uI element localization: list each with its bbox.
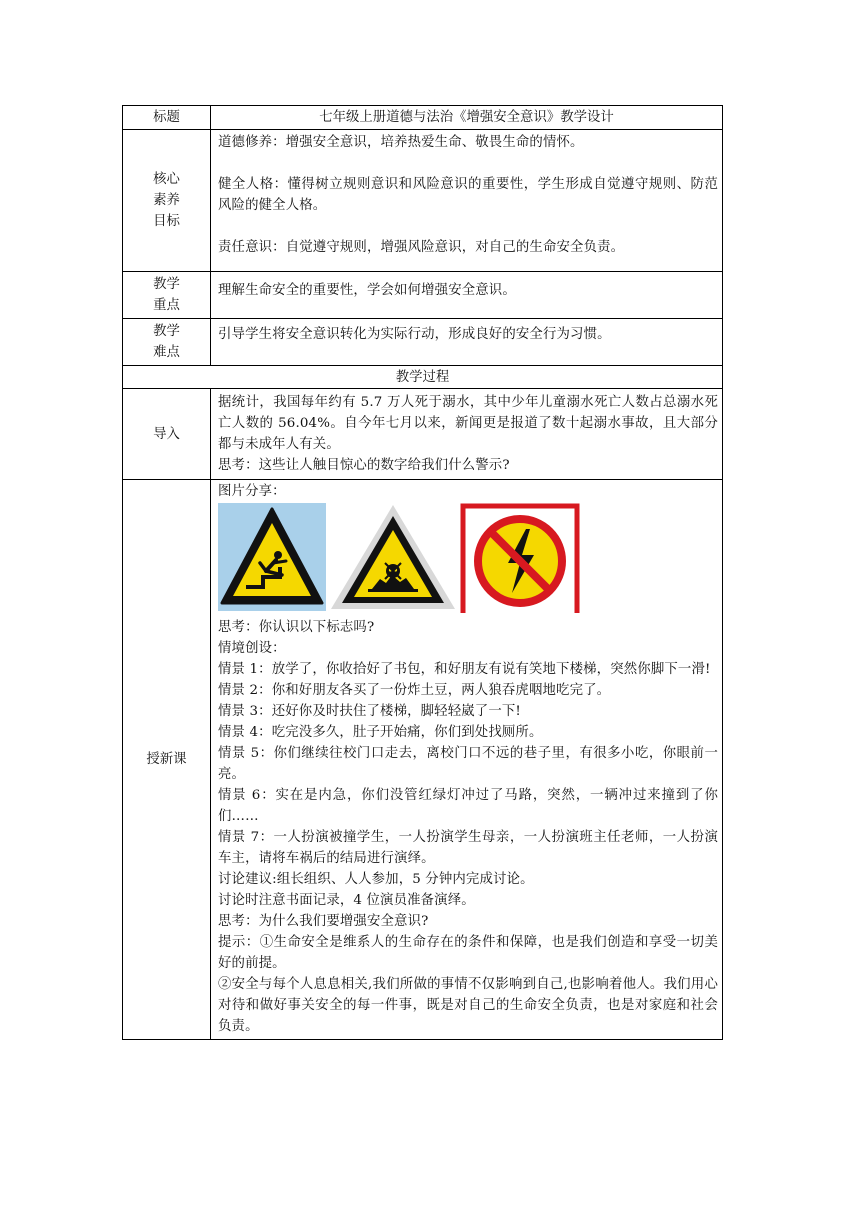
title-label: 标题 <box>123 106 211 130</box>
question-know-signs: 思考：你认识以下标志吗? <box>218 620 375 635</box>
scenario-6: 情景 6：实在是内急，你们没管红绿灯冲过了马路，突然，一辆冲过来撞到了你们…… <box>218 788 718 824</box>
core-goal-responsibility: 责任意识：自觉遵守规则，增强风险意识，对自己的生命安全负责。 <box>218 240 625 255</box>
core-label-line-3: 目标 <box>153 214 180 229</box>
key-point-row <box>123 272 723 319</box>
scenario-7: 情景 7：一人扮演被撞学生，一人扮演学生母亲，一人扮演班主任老师，一人扮演车主，请将车祸后的结局进行演绎。 <box>218 830 718 866</box>
title-value: 七年级上册道德与法治《增强安全意识》教学设计 <box>211 106 723 130</box>
no-electricity-sign-icon <box>460 503 580 613</box>
core-literacy-label <box>123 130 211 272</box>
intro-statistics: 据统计，我国每年约有 5.7 万人死于溺水，其中少年儿童溺水死亡人数占总溺水死亡人数的 56.04%。自今年七月以来，新闻更是报道了数十起溺水事故，且大部分都与未成年人有关。 <box>218 394 718 452</box>
scenario-5: 情景 5：你们继续往校门口走去，离校门口不远的巷子里，有很多小吃，你眼前一亮。 <box>218 746 718 782</box>
process-header-row <box>123 366 723 389</box>
process-header: 教学过程 <box>123 366 723 389</box>
toxic-warning-sign-icon <box>328 503 458 611</box>
core-label-line-2: 素养 <box>153 193 180 208</box>
intro-question: 思考：这些让人触目惊心的数字给我们什么警示? <box>218 457 510 473</box>
scenario-1: 情景 1：放学了，你收拾好了书包，和好朋友有说有笑地下楼梯，突然你脚下一滑! <box>218 662 711 677</box>
core-goal-morality: 道德修养：增强安全意识，培养热爱生命、敬畏生命的情怀。 <box>218 135 584 150</box>
scenario-3: 情景 3：还好你及时扶住了楼梯，脚轻轻崴了一下! <box>218 704 521 719</box>
warning-signs-gallery <box>218 503 718 613</box>
core-literacy-row <box>123 130 723 272</box>
intro-label: 导入 <box>123 389 211 480</box>
key-point-label <box>123 272 211 319</box>
difficult-point-row <box>123 319 723 366</box>
key-label-line-1: 教学 <box>153 277 180 292</box>
discussion-note: 讨论时注意书面记录，4 位演员准备演绎。 <box>218 893 475 908</box>
key-label-line-2: 重点 <box>153 298 180 313</box>
hint-2: ②安全与每个人息息相关,我们所做的事情不仅影响到自己,也影响着他人。我们用心对待和做好事关安全的每一件事，既是对自己的生命安全负责，也是对家庭和社会负责。 <box>218 977 718 1034</box>
new-lesson-content <box>211 480 723 1040</box>
key-point-value: 理解生命安全的重要性，学会如何增强安全意识。 <box>211 272 723 319</box>
difficult-label-line-2: 难点 <box>153 345 180 360</box>
new-lesson-label: 授新课 <box>123 480 211 1040</box>
slip-warning-sign-icon <box>218 503 326 611</box>
title-row <box>123 106 723 130</box>
difficult-point-label <box>123 319 211 366</box>
discussion-suggestion: 讨论建议:组长组织、人人参加，5 分钟内完成讨论。 <box>218 872 534 887</box>
core-literacy-content <box>211 130 723 272</box>
new-lesson-row <box>123 480 723 1040</box>
difficult-point-value: 引导学生将安全意识转化为实际行动，形成良好的安全行为习惯。 <box>211 319 723 366</box>
difficult-label-line-1: 教学 <box>153 324 180 339</box>
image-share-label: 图片分享： <box>218 484 286 499</box>
core-goal-personality: 健全人格：懂得树立规则意识和风险意识的重要性，学生形成自觉遵守规则、防范风险的健全人格。 <box>218 177 718 213</box>
scenario-4: 情景 4：吃完没多久，肚子开始痛，你们到处找厕所。 <box>218 725 543 740</box>
scenario-intro: 情境创设： <box>218 641 286 656</box>
intro-content <box>211 389 723 480</box>
scenario-2: 情景 2：你和好朋友各买了一份炸土豆，两人狼吞虎咽地吃完了。 <box>218 683 611 698</box>
lesson-plan-table <box>122 105 723 1040</box>
intro-row <box>123 389 723 480</box>
hint-1: 提示：①生命安全是维系人的生命存在的条件和保障，也是我们创造和享受一切美好的前提。 <box>218 935 718 971</box>
question-why-safety: 思考：为什么我们要增强安全意识? <box>218 914 429 929</box>
core-label-line-1: 核心 <box>153 172 180 187</box>
